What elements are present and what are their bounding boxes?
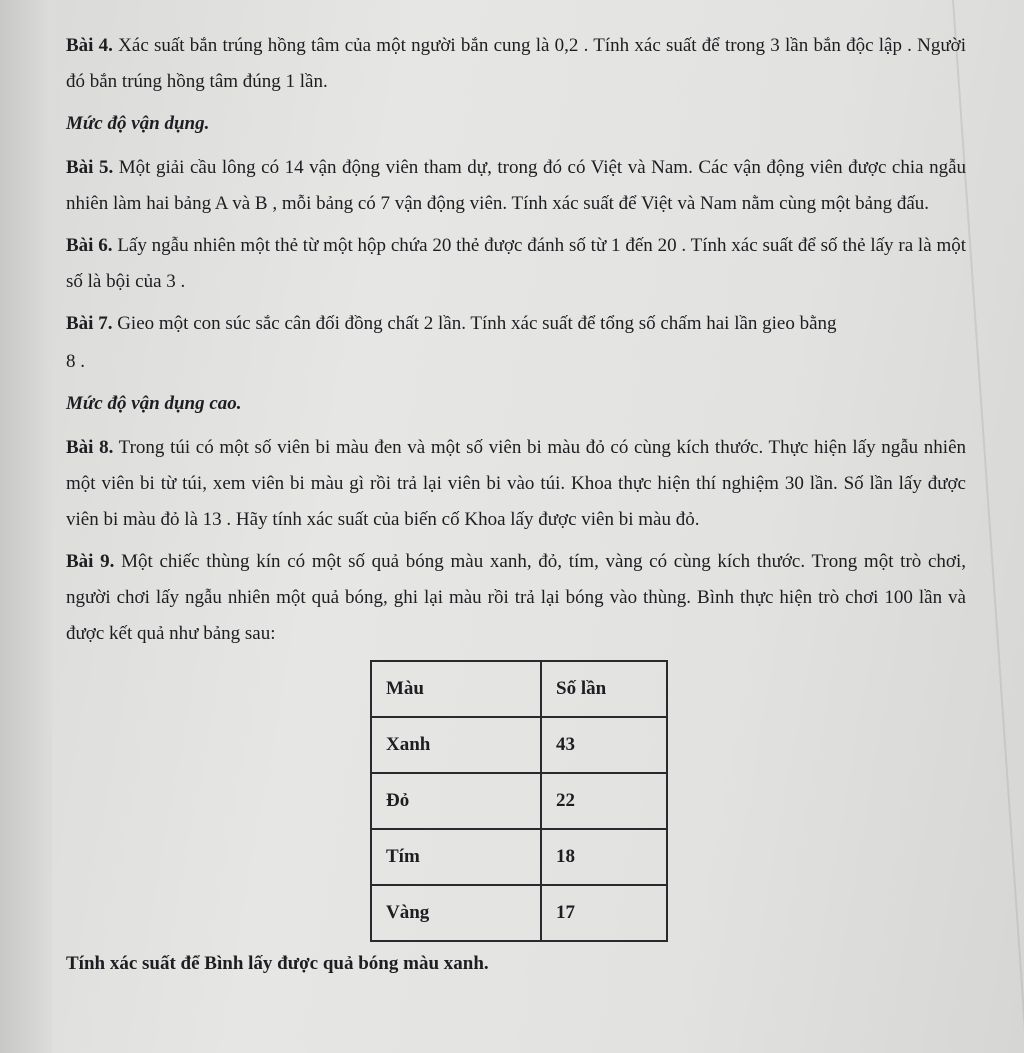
table-header-count: Số lần <box>541 661 667 717</box>
problem-4 <box>66 28 966 100</box>
worksheet <box>66 28 966 988</box>
table-cell-count: 22 <box>541 773 667 829</box>
color-count-table <box>370 660 668 942</box>
problem-5 <box>66 150 966 222</box>
problem-4-text: Xác suất bắn trúng hồng tâm của một người bắn cung là 0,2 . Tính xác suất để trong 3 lần bắn độc lập . Người đó bắn trúng hồng tâm đúng 1 lần. <box>66 35 967 92</box>
problem-5-label: Bài 5. <box>66 157 114 178</box>
table-row <box>371 717 667 773</box>
problem-9-text: Một chiếc thùng kín có một số quả bóng màu xanh, đỏ, tím, vàng có cùng kích thước. Trong một trò chơi, người chơi lấy ngẫu nhiên một quả bóng, ghi lại màu rồi trả lại bóng vào thùng. Bình thực hiện trò chơi 100 lần và được kết quả như bảng sau: <box>66 551 966 644</box>
problem-7 <box>66 306 966 342</box>
problem-7-text: Gieo một con súc sắc cân đối đồng chất 2 lần. Tính xác suất để tổng số chấm hai lần gieo bằng <box>112 313 837 334</box>
problem-6-text: Lấy ngẫu nhiên một thẻ từ một hộp chứa 20 thẻ được đánh số từ 1 đến 20 . Tính xác suất để số thẻ lấy ra là một số là bội của 3 . <box>66 235 967 292</box>
problem-5-text: Một giải cầu lông có 14 vận động viên tham dự, trong đó có Việt và Nam. Các vận động viên được chia ngẫu nhiên làm hai bảng A và B , mỗi bảng có 7 vận động viên. Tính xác suất để Việt và Nam nằm cùng một bảng đấu. <box>66 157 967 214</box>
problem-9-label: Bài 9. <box>66 551 115 572</box>
table-cell-count: 17 <box>541 885 667 941</box>
problem-8-text: Trong túi có một số viên bi màu đen và một số viên bi màu đỏ có cùng kích thước. Thực hiện lấy ngẫu nhiên một viên bi từ túi, xem viên bi màu gì rồi trả lại viên bi vào túi. Khoa thực hiện thí nghiệm 30 lần. Số lần lấy được viên bi màu đỏ là 13 . Hãy tính xác suất của biến cố Khoa lấy được viên bi màu đỏ. <box>66 437 967 530</box>
problem-7-label: Bài 7. <box>66 313 113 334</box>
problem-8 <box>66 430 966 538</box>
section-heading-van-dung-cao: Mức độ vận dụng cao. <box>66 393 242 414</box>
table-header-color: Màu <box>371 661 541 717</box>
table-cell-count: 18 <box>541 829 667 885</box>
problem-4-label: Bài 4. <box>66 35 113 56</box>
table-row <box>371 885 667 941</box>
table-header-row <box>371 661 667 717</box>
problem-9 <box>66 544 966 652</box>
table-cell-count: 43 <box>541 717 667 773</box>
problem-6 <box>66 228 966 300</box>
problem-8-label: Bài 8. <box>66 437 114 458</box>
section-heading-van-dung: Mức độ vận dụng. <box>66 113 210 134</box>
page-left-shadow <box>0 0 52 1053</box>
problem-6-label: Bài 6. <box>66 235 113 256</box>
table-cell-color: Vàng <box>371 885 541 941</box>
table-cell-color: Đỏ <box>371 773 541 829</box>
table-cell-color: Xanh <box>371 717 541 773</box>
table-row <box>371 829 667 885</box>
table-cell-color: Tím <box>371 829 541 885</box>
table-row <box>371 773 667 829</box>
problem-7-value: 8 . <box>66 351 85 372</box>
final-question: Tính xác suất để Bình lấy được quả bóng màu xanh. <box>66 953 489 974</box>
